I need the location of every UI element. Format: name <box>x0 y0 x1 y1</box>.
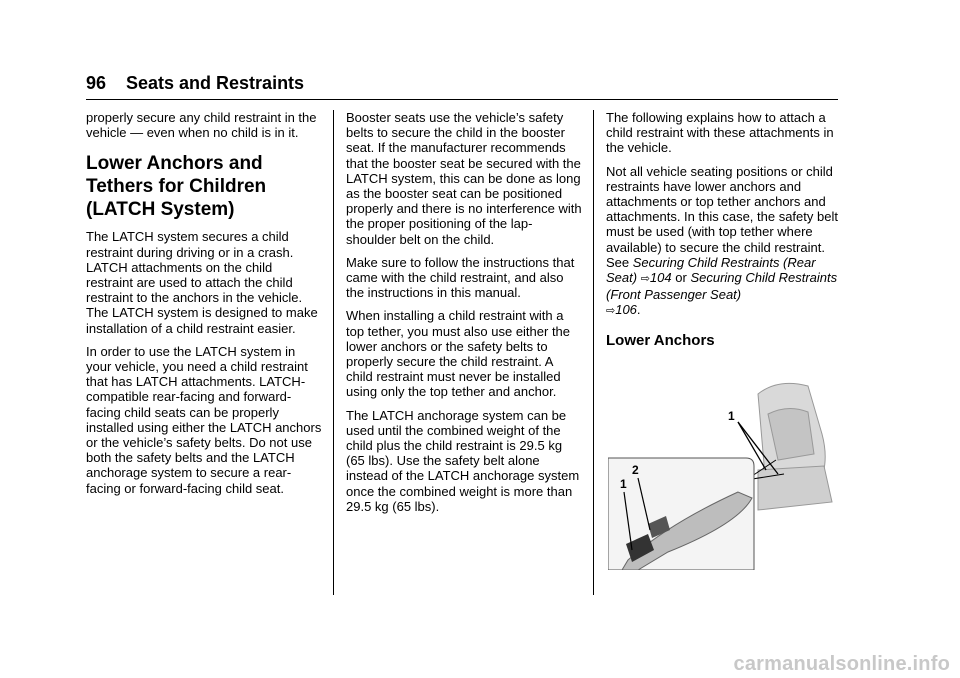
inset-detail <box>608 458 754 570</box>
paragraph: Not all vehicle seating positions or child restraints have lower anchors and attachments or top tether anchors and attachments. In this case, the safety belt must be used (with top tether where available) to secure the child restraint. See Securing Child Restraints (Rear Seat) ⇨104 or Securing Child Restraints (Front Passenger Seat) ⇨106. <box>606 163 838 318</box>
column-2 <box>346 110 582 522</box>
page-header <box>86 72 838 94</box>
page-reference[interactable]: 106 <box>615 302 637 318</box>
page-reference-icon: ⇨ <box>640 273 650 286</box>
callout-label: 2 <box>632 463 639 477</box>
header-rule <box>86 99 838 100</box>
section-heading: Lower Anchors and Tethers for Children (LATCH System) <box>86 153 267 221</box>
column-divider <box>333 110 334 595</box>
paragraph: When installing a child restraint with a top tether, you must also use either the lower anchors or the safety belts to properly secure the child restraint. A child restraint must never be installed using only the top tether and anchor. <box>346 308 571 400</box>
column-3 <box>606 110 842 354</box>
callout-label: 1 <box>620 477 627 491</box>
lower-anchors-illustration <box>608 374 842 570</box>
paragraph: The LATCH system secures a child restraint during driving or in a crash. LATCH attachments on the child restraint are used to attach the child restraint to the anchors in the vehicle. The LATCH system is designed to make installation of a child restraint easier. <box>86 229 318 336</box>
paragraph: Make sure to follow the instructions that came with the child restraint, and also the instructions in this manual. <box>346 254 575 301</box>
page-reference[interactable]: 104 <box>649 270 672 286</box>
cross-reference-link[interactable]: Securing Child Restraints (Rear Seat) <box>606 254 816 286</box>
subsection-heading: Lower Anchors <box>606 331 715 349</box>
callout-label: 1 <box>728 409 735 423</box>
section-title: Seats and Restraints <box>126 73 305 93</box>
paragraph: The following explains how to attach a child restraint with these attachments in the vehicle. <box>606 110 834 156</box>
cross-reference-link[interactable]: Securing Child Restraints (Front Passenger Seat) <box>606 270 838 303</box>
child-seat-drawing <box>758 383 832 510</box>
page-reference-icon: ⇨ <box>606 305 616 318</box>
paragraph: In order to use the LATCH system in your vehicle, you need a child restraint that has LATCH attachments. LATCH-compatible rear-facing and forward-facing child seats can be properly installed using either the LATCH anchors or the vehicle’s safety belts. Do not use both the safety belts and the LATCH anchorage system to secure a rear-facing or forward-facing child seat. <box>86 343 322 496</box>
column-divider <box>593 110 594 595</box>
paragraph: properly secure any child restraint in the vehicle — even when no child is in it. <box>86 110 317 141</box>
page-number: 96 <box>86 73 107 93</box>
watermark: carmanualsonline.info <box>733 653 950 675</box>
column-1 <box>86 110 322 504</box>
paragraph: The LATCH anchorage system can be used until the combined weight of the child plus the child restraint is 29.5 kg (65 lbs). Use the safety belt alone instead of the LATCH anchorage system once the combined weight is more than 29.5 kg (65 lbs). <box>346 407 580 514</box>
paragraph: Booster seats use the vehicle’s safety belts to secure the child in the booster seat. If the manufacturer recommends that the booster seat be secured with the LATCH system, this can be done as long as the booster seat can be positioned properly and there is no interference with the proper positioning of the lap-shoulder belt on the child. <box>346 110 582 247</box>
